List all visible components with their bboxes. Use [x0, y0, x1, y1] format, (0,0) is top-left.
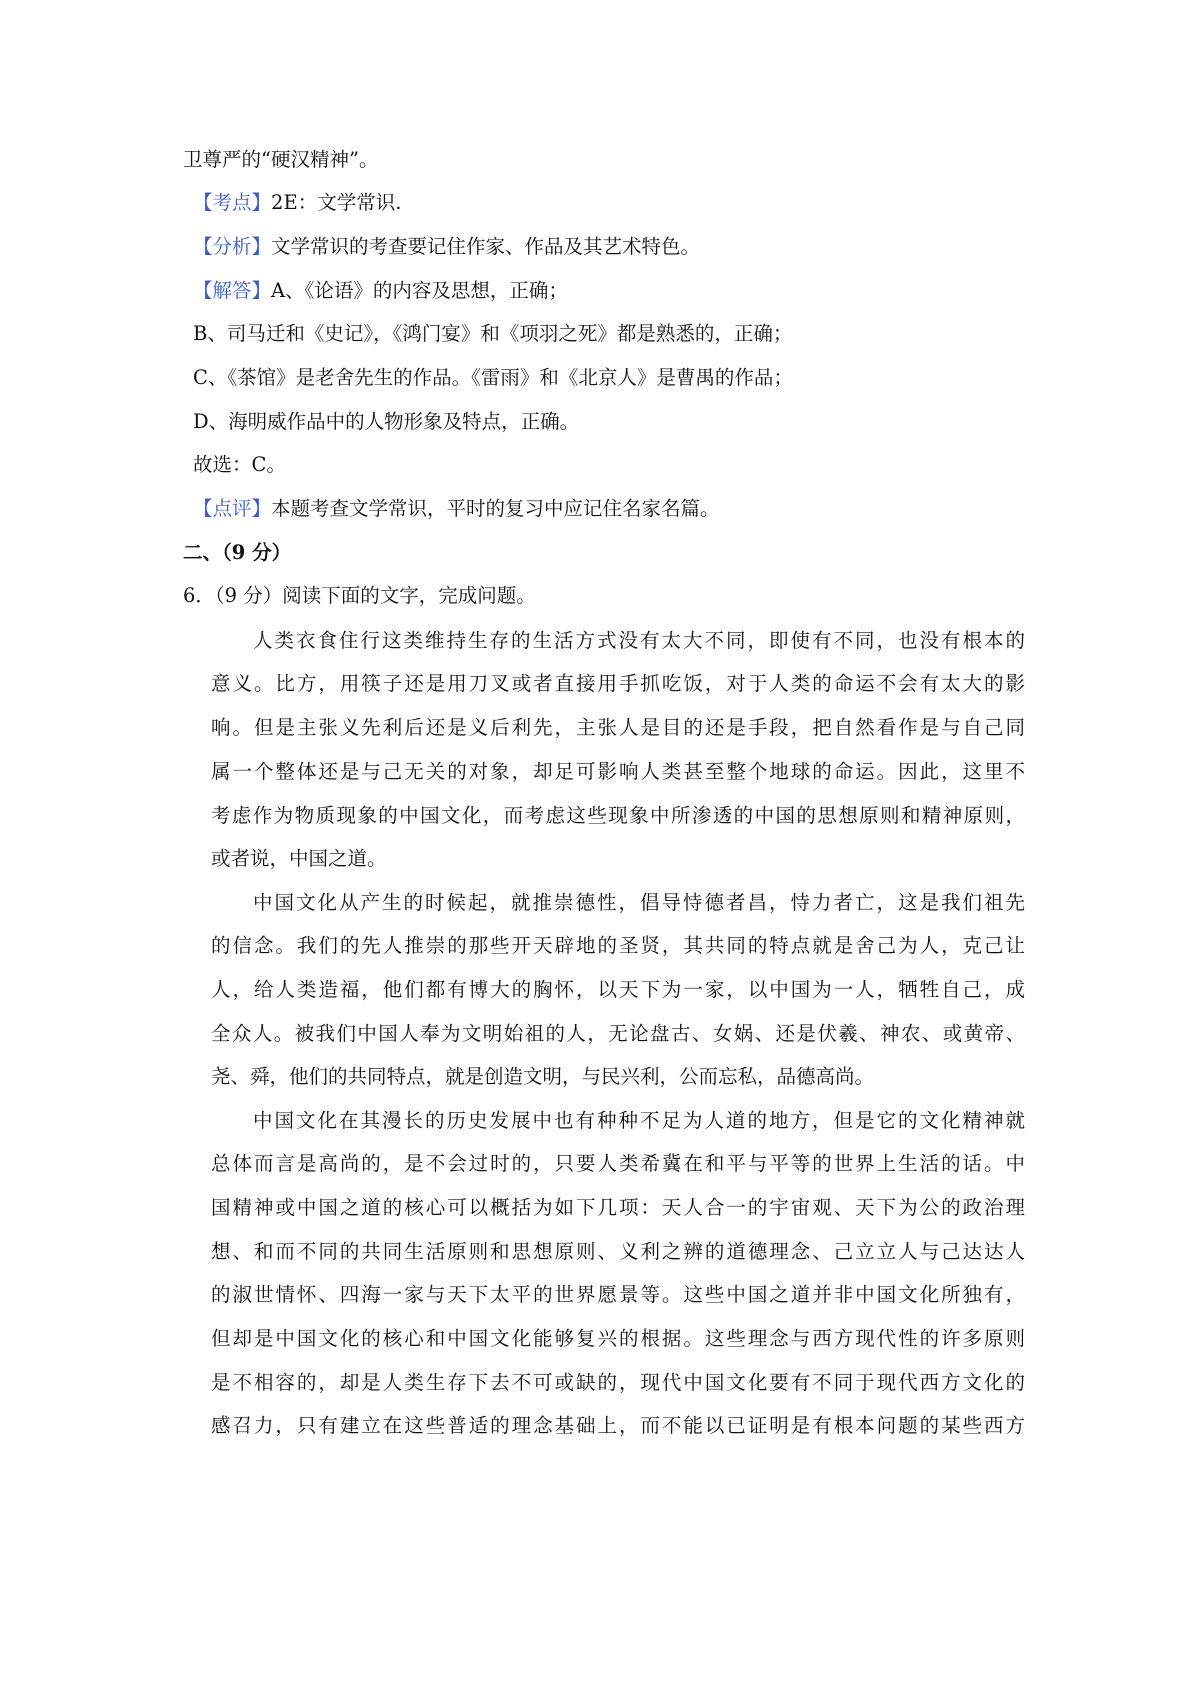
passage-line: 总体而言是高尚的，是不会过时的，只要人类希冀在和平与平等的世界上生活的话。中 — [211, 1152, 1025, 1175]
fenxi-bracket-close: 】 — [251, 235, 272, 258]
passage-line: 全众人。被我们中国人奉为文明始祖的人，无论盘古、女娲、还是伏羲、神农、或黄帝、 — [211, 1022, 1025, 1045]
passage-line: 响。但是主张义先利后还是义后利先，主张人是目的还是手段，把自然看作是与自己同 — [211, 716, 1025, 739]
jieda-text: A、《论语》的内容及思想，正确； — [271, 279, 568, 302]
fenxi-line — [193, 233, 700, 261]
kaodian-bracket-open: 【 — [193, 191, 213, 214]
passage-line: 人，给人类造福，他们都有博大的胸怀，以天下为一家，以中国为一人，牺牲自己，成 — [211, 978, 1025, 1001]
passage-line: 中国文化在其漫长的历史发展中也有种种不足为人道的地方，但是它的文化精神就 — [253, 1109, 1025, 1132]
dianping-bracket-close: 】 — [251, 497, 272, 520]
fenxi-text: 文学常识的考查要记住作家、作品及其艺术特色。 — [271, 235, 701, 258]
question-header: 6．（9 分）阅读下面的文字，完成问题。 — [183, 584, 536, 607]
dianping-bracket-open: 【 — [193, 497, 213, 520]
dianping-label: 点评 — [212, 497, 252, 520]
passage-line: 想、和而不同的共同生活原则和思想原则、义利之辨的道德理念、己立立人与己达达人 — [211, 1240, 1025, 1263]
passage-line: 意义。比方，用筷子还是用刀叉或者直接用手抓吃饭，对于人类的命运不会有太大的影 — [211, 672, 1025, 695]
dianping-line — [193, 495, 720, 523]
passage-line: 中国文化从产生的时候起，就推崇德性，倡导恃德者昌，恃力者亡，这是我们祖先 — [253, 891, 1025, 914]
passage-line: 的信念。我们的先人推崇的那些开天辟地的圣贤，其共同的特点就是舍己为人，克己让 — [211, 934, 1025, 957]
jieda-bracket-open: 【 — [193, 279, 213, 302]
passage-line: 属一个整体还是与己无关的对象，却足可影响人类甚至整个地球的命运。因此，这里不 — [211, 760, 1025, 783]
fenxi-label: 分析 — [212, 235, 252, 258]
passage-line: 或者说，中国之道。 — [211, 847, 387, 870]
prev-line: 卫尊严的“硬汉精神”。 — [183, 148, 379, 171]
passage-line: 但却是中国文化的核心和中国文化能够复兴的根据。这些理念与西方现代性的许多原则 — [211, 1327, 1025, 1350]
section-title: 二、（9 分） — [183, 541, 292, 564]
kaodian-bracket-close: 】 — [251, 191, 272, 214]
kaodian-text: 2E：文学常识. — [271, 191, 402, 214]
jieda-line — [193, 277, 568, 305]
passage-line: 是不相容的，却是人类生存下去不可或缺的，现代中国文化要有不同于现代西方文化的 — [211, 1371, 1025, 1394]
kaodian-line — [193, 189, 401, 217]
answer-line: B、司马迁和《史记》，《鸿门宴》和《项羽之死》都是熟悉的，正确； — [193, 322, 793, 345]
passage-line: 尧、舜，他们的共同特点，就是创造文明，与民兴利，公而忘私，品德高尚。 — [211, 1065, 875, 1088]
passage-line: 考虑作为物质现象的中国文化，而考虑这些现象中所渗透的中国的思想原则和精神原则， — [211, 804, 1025, 827]
jieda-bracket-close: 】 — [251, 279, 272, 302]
jieda-label: 解答 — [212, 279, 252, 302]
kaodian-label: 考点 — [212, 191, 252, 214]
passage-line: 的淑世情怀、四海一家与天下太平的世界愿景等。这些中国之道并非中国文化所独有， — [211, 1283, 1025, 1306]
answer-line: D、海明威作品中的人物形象及特点，正确。 — [193, 410, 580, 433]
dianping-text: 本题考查文学常识，平时的复习中应记住名家名篇。 — [271, 497, 720, 520]
passage-line: 感召力，只有建立在这些普适的理念基础上，而不能以已证明是有根本问题的某些西方 — [211, 1414, 1025, 1437]
passage-line: 人类衣食住行这类维持生存的生活方式没有太大不同，即使有不同，也没有根本的 — [253, 629, 1025, 652]
answer-line: 故选：C。 — [193, 453, 286, 476]
fenxi-bracket-open: 【 — [193, 235, 213, 258]
passage-line: 国精神或中国之道的核心可以概括为如下几项：天人合一的宇宙观、天下为公的政治理 — [211, 1196, 1025, 1219]
answer-line: C、《茶馆》是老舍先生的作品。《雷雨》和《北京人》是曹禺的作品； — [193, 366, 793, 389]
